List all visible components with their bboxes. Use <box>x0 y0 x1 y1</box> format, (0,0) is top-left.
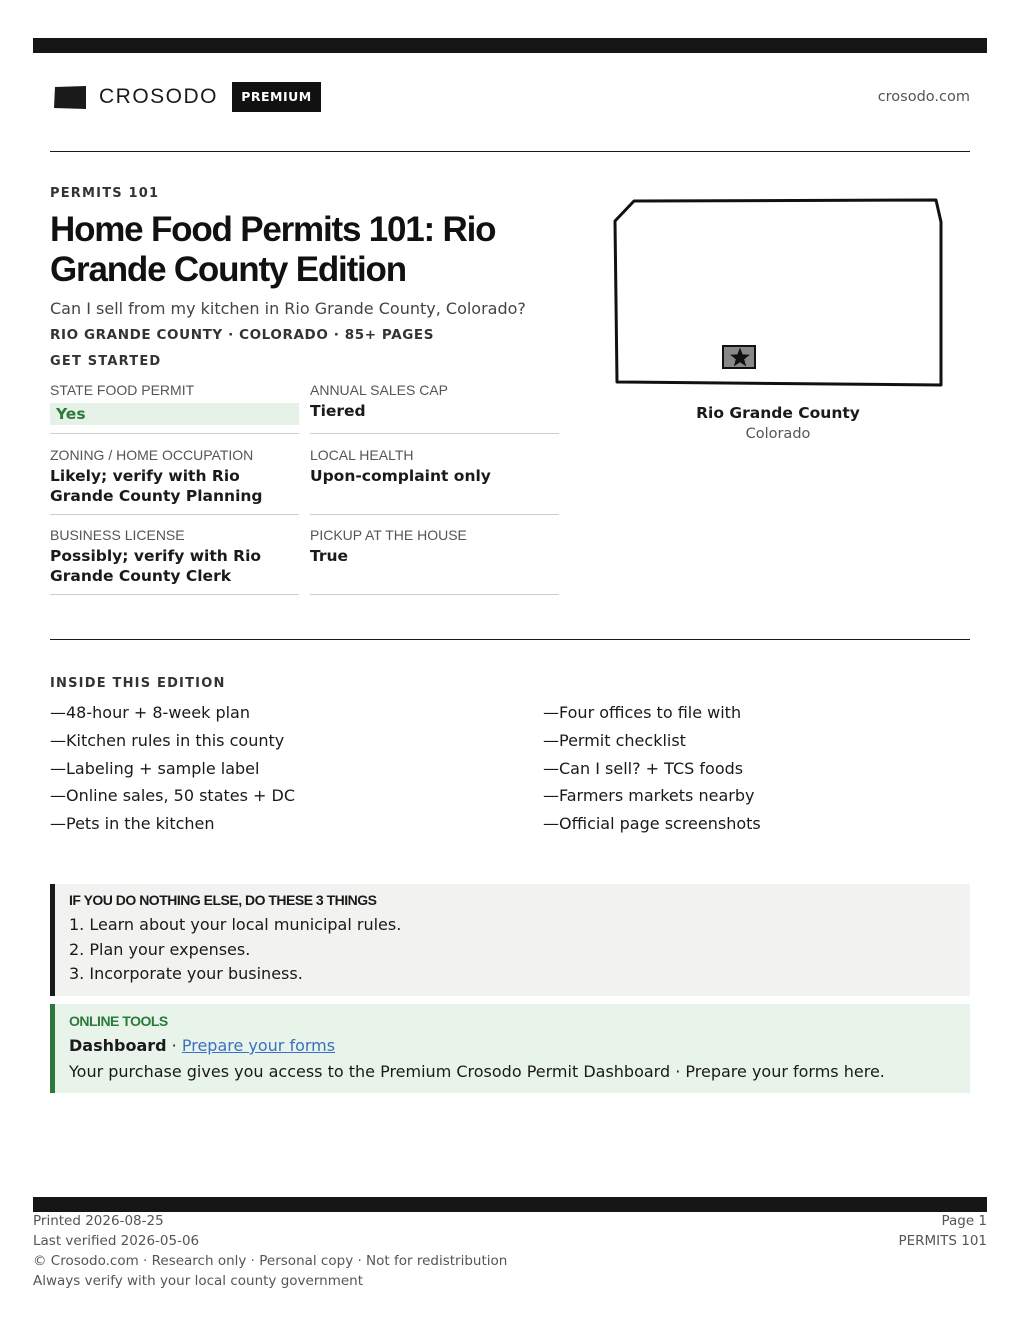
printed-date: Printed 2026-08-25 <box>33 1213 164 1229</box>
separator: · <box>166 1036 182 1055</box>
verified-date: Last verified 2026-05-06 <box>33 1233 200 1249</box>
divider <box>50 151 970 152</box>
fact-value: Likely; verify with Rio Grande County Planning <box>50 467 263 505</box>
fact-label: PICKUP AT THE HOUSE <box>310 527 467 543</box>
tools-line <box>69 1034 970 1058</box>
toc-item: —Farmers markets nearby <box>543 786 755 806</box>
colorado-state-icon <box>53 84 87 110</box>
fact-grid <box>50 380 559 595</box>
fact-value: Yes <box>50 403 299 425</box>
fact-label: ANNUAL SALES CAP <box>310 382 448 398</box>
map-state-name: Colorado <box>745 426 811 442</box>
fact-label: STATE FOOD PERMIT <box>50 382 195 398</box>
three-things-callout <box>50 884 970 996</box>
toc-item: —Official page screenshots <box>543 814 761 834</box>
callout-item: 1. Learn about your local municipal rules. <box>69 915 402 934</box>
bottom-rule-bar <box>33 1197 987 1212</box>
fact-label: BUSINESS LICENSE <box>50 527 185 543</box>
footer-right <box>898 1211 987 1251</box>
site-url[interactable]: crosodo.com <box>877 89 970 105</box>
page-title: Home Food Permits 101: Rio Grande County Edition <box>50 210 496 289</box>
fact-business-license <box>50 525 299 595</box>
prepare-forms-link[interactable]: Prepare your forms <box>181 1036 336 1055</box>
fact-annual-sales-cap <box>310 380 559 434</box>
colorado-outline <box>615 200 941 385</box>
toc-item: —Online sales, 50 states + DC <box>50 786 296 806</box>
disclaimer: Always verify with your local county government <box>33 1273 363 1289</box>
callout-list <box>69 913 970 987</box>
fact-value: Tiered <box>310 402 366 420</box>
footer-left <box>33 1211 507 1291</box>
toc-item: —48-hour + 8-week plan <box>50 703 250 722</box>
toc-list <box>50 701 970 840</box>
tools-title: ONLINE TOOLS <box>69 1013 168 1029</box>
get-started-label: GET STARTED <box>50 354 162 369</box>
divider <box>50 639 970 640</box>
toc-item: —Permit checklist <box>543 730 686 750</box>
county-marker <box>723 346 755 368</box>
footer-section: PERMITS 101 <box>898 1233 987 1249</box>
copyright: © Crosodo.com · Research only · Personal copy · Not for redistribution <box>33 1253 508 1269</box>
fact-value: True <box>310 547 349 565</box>
edition-meta: RIO GRANDE COUNTY · COLORADO · 85+ PAGES <box>50 327 435 343</box>
toc-item: —Kitchen rules in this county <box>50 730 285 750</box>
toc-item: —Can I sell? + TCS foods <box>543 758 744 778</box>
fact-state-food-permit <box>50 380 299 434</box>
fact-label: ZONING / HOME OCCUPATION <box>50 447 254 463</box>
toc-item: —Pets in the kitchen <box>50 814 215 834</box>
fact-value: Upon-complaint only <box>310 467 491 485</box>
tools-description: Your purchase gives you access to the Premium Crosodo Permit Dashboard · Prepare your forms here. <box>69 1062 885 1081</box>
dashboard-label: Dashboard <box>69 1036 167 1055</box>
toc-item: —Four offices to file with <box>543 703 742 722</box>
toc-heading: INSIDE THIS EDITION <box>50 676 226 691</box>
online-tools-callout <box>50 1004 970 1093</box>
callout-item: 2. Plan your expenses. <box>69 939 251 959</box>
fact-label: LOCAL HEALTH <box>310 447 414 463</box>
fact-zoning <box>50 445 299 515</box>
fact-local-health <box>310 445 559 515</box>
page-subtitle: Can I sell from my kitchen in Rio Grande County, Colorado? <box>50 299 526 318</box>
fact-pickup-at-house <box>310 525 559 595</box>
premium-badge: PREMIUM <box>232 82 321 112</box>
fact-value: Possibly; verify with Rio Grande County Clerk <box>50 547 262 585</box>
colorado-county-map <box>612 196 944 392</box>
section-kicker: PERMITS 101 <box>50 186 160 201</box>
page-number: Page 1 <box>941 1213 987 1229</box>
callout-item: 3. Incorporate your business. <box>69 964 303 983</box>
toc-item: —Labeling + sample label <box>50 758 260 778</box>
header <box>50 80 970 114</box>
top-rule-bar <box>33 38 987 53</box>
map-county-name: Rio Grande County <box>696 404 860 422</box>
callout-title: IF YOU DO NOTHING ELSE, DO THESE 3 THINGS <box>69 892 377 908</box>
brand-name: CROSODO <box>99 85 219 108</box>
